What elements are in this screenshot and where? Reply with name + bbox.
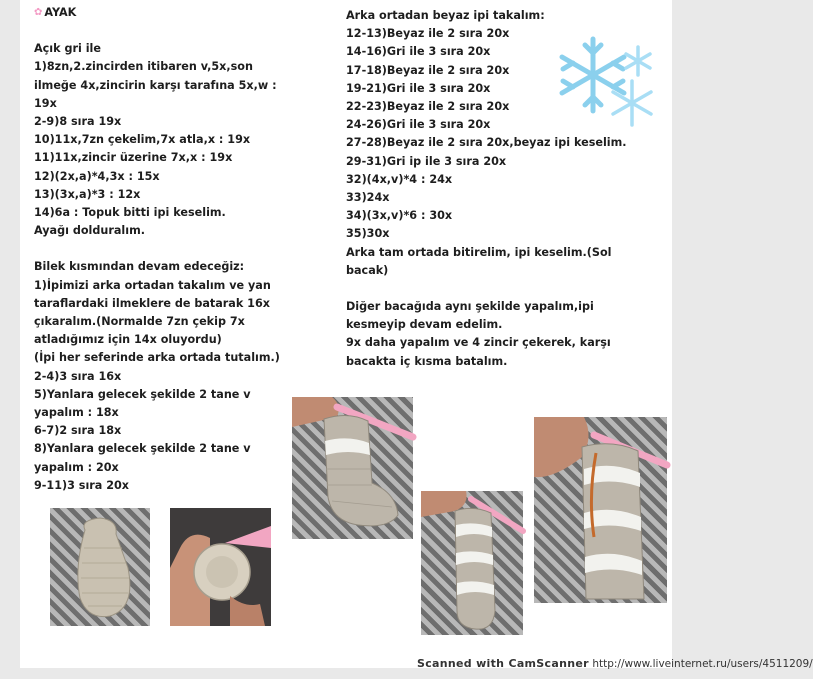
instruction-line: kesmeyip devam edelim.	[346, 318, 503, 332]
instruction-line: 2-9)8 sıra 19x	[34, 115, 122, 129]
instruction-line: 17-18)Beyaz ile 2 sıra 20x	[346, 63, 510, 77]
instruction-line: bacakta iç kısma batalım.	[346, 354, 508, 368]
instruction-line: 33)24x	[346, 191, 390, 205]
scanned-label: Scanned with CamScanner	[417, 657, 589, 670]
instruction-line: 5)Yanlara gelecek şekilde 2 tane v	[34, 387, 251, 401]
instruction-line: 24-26)Gri ile 3 sıra 20x	[346, 118, 491, 132]
source-url: http://www.liveinternet.ru/users/4511209/	[592, 658, 813, 670]
instruction-line: 1)8zn,2.zincirden itibaren v,5x,son	[34, 60, 253, 74]
instruction-line: 12-13)Beyaz ile 2 sıra 20x	[346, 27, 510, 41]
photo-sole-in-hand	[170, 508, 271, 626]
instruction-line: 9x daha yapalım ve 4 zincir çekerek, karşı	[346, 336, 611, 350]
instruction-line: Diğer bacağıda aynı şekilde yapalım,ipi	[346, 300, 594, 314]
photo-leg-stripes	[421, 491, 523, 635]
instruction-line: 32)(4x,v)*4 : 24x	[346, 172, 453, 186]
instruction-line: 27-28)Beyaz ile 2 sıra 20x,beyaz ipi keselim.	[346, 136, 627, 150]
instruction-line: ilmeğe 4x,zincirin karşı tarafına 5x,w :	[34, 78, 277, 92]
flower-icon: ✿	[34, 7, 43, 18]
instruction-line: 19x	[34, 96, 57, 110]
spacer	[34, 22, 354, 40]
photo-full-leg	[534, 417, 667, 603]
instruction-line: 6-7)2 sıra 18x	[34, 424, 122, 438]
instruction-line: 29-31)Gri ip ile 3 sıra 20x	[346, 154, 507, 168]
title-row	[34, 4, 354, 22]
page-title: AYAK	[44, 6, 77, 19]
photo-boot-stripe	[292, 397, 413, 539]
instruction-line: 14-16)Gri ile 3 sıra 20x	[346, 45, 491, 59]
footer	[417, 657, 813, 670]
instruction-line: 12)(2x,a)*4,3x : 15x	[34, 169, 160, 183]
instruction-line: 19-21)Gri ile 3 sıra 20x	[346, 81, 491, 95]
instruction-line: 14)6a : Topuk bitti ipi keselim.	[34, 206, 226, 220]
instruction-line: atladığımız için 14x oluyordu)	[34, 333, 222, 347]
instruction-line: (İpi her seferinde arka ortada tutalım.)	[34, 351, 280, 365]
instruction-line	[34, 240, 354, 258]
instruction-line: Arka tam ortada bitirelim, ipi keselim.(Sol	[346, 245, 612, 259]
instruction-line: bacak)	[346, 263, 389, 277]
instruction-line: 10)11x,7zn çekelim,7x atla,x : 19x	[34, 133, 251, 147]
instruction-line: taraflardaki ilmeklere de batarak 16x	[34, 296, 270, 310]
instruction-line	[346, 280, 672, 298]
instruction-line: 2-4)3 sıra 16x	[34, 369, 122, 383]
snowflake-icon	[548, 33, 658, 133]
instruction-line: Ayağı dolduralım.	[34, 224, 145, 238]
instruction-line: 8)Yanlara gelecek şekilde 2 tane v	[34, 442, 251, 456]
instruction-line: 22-23)Beyaz ile 2 sıra 20x	[346, 100, 510, 114]
instruction-line: 35)30x	[346, 227, 390, 241]
instruction-line: Bilek kısmından devam edeceğiz:	[34, 260, 245, 274]
instruction-line: 9-11)3 sıra 20x	[34, 478, 130, 492]
instruction-line: çıkaralım.(Normalde 7zn çekip 7x	[34, 315, 245, 329]
document-page	[20, 0, 672, 668]
instruction-line: 1)İpimizi arka ortadan takalım ve yan	[34, 278, 271, 292]
instruction-line: yapalım : 20x	[34, 460, 119, 474]
instruction-line: 13)(3x,a)*3 : 12x	[34, 187, 141, 201]
instruction-line: yapalım : 18x	[34, 406, 119, 420]
photo-foot-piece	[50, 508, 150, 626]
instruction-line: 11)11x,zincir üzerine 7x,x : 19x	[34, 151, 233, 165]
instruction-line: Açık gri ile	[34, 42, 101, 56]
instruction-line: Arka ortadan beyaz ipi takalım:	[346, 9, 545, 22]
instruction-line: 34)(3x,v)*6 : 30x	[346, 209, 453, 223]
